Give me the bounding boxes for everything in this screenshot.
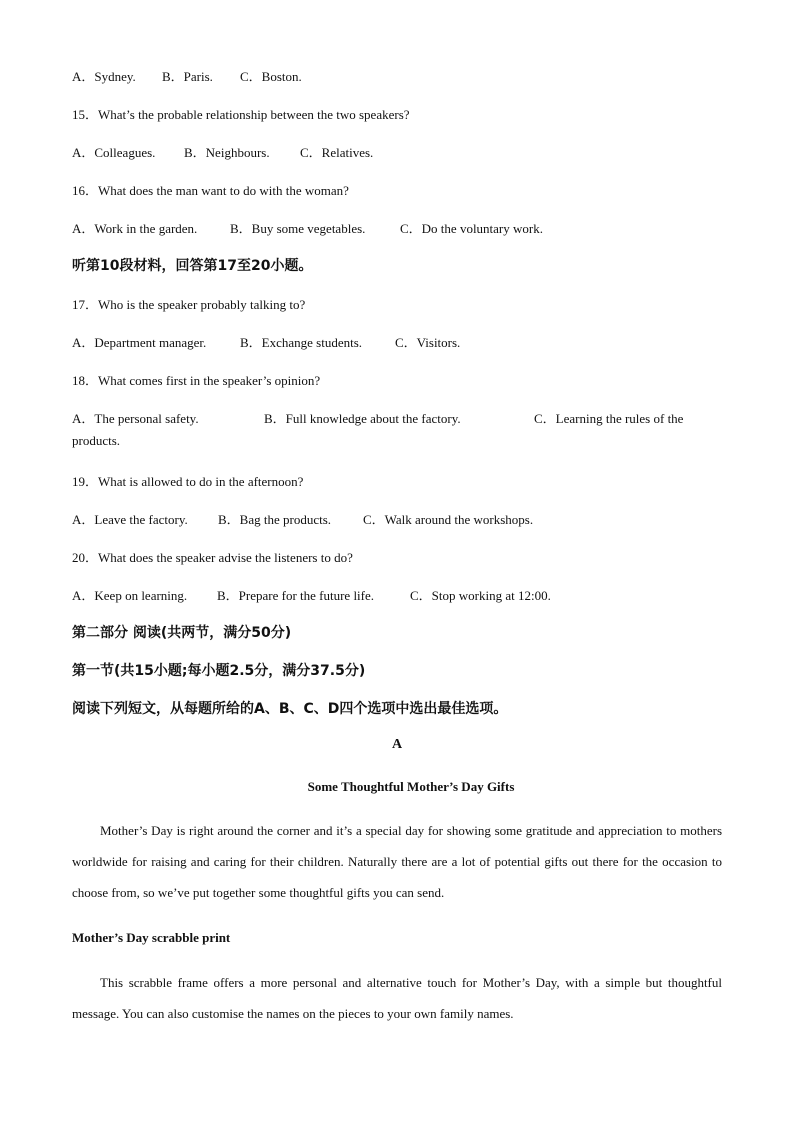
q17-option-a: A．Department manager. <box>72 335 207 350</box>
q18-options <box>72 408 683 427</box>
q15-option-c: C．Relatives. <box>300 145 374 160</box>
q18-question: 18．What comes first in the speaker’s opinion? <box>72 373 321 388</box>
q17-question: 17．Who is the speaker probably talking to? <box>72 297 306 312</box>
q14-options <box>72 66 302 85</box>
passage-title: Some Thoughtful Mother’s Day Gifts <box>307 779 515 794</box>
part2-section1: 第一节(共15小题;每小题2.5分，满分37.5分) <box>72 663 366 679</box>
passage-para-scrabble: This scrabble frame offers a more personal and alternative touch for Mother’s Day, with a simple but thoughtful message. You can also customise the names on the pieces to your own family names. <box>72 975 722 1021</box>
q16-options <box>72 218 543 237</box>
q19-options <box>72 509 533 528</box>
q18-option-b: B．Full knowledge about the factory. <box>264 411 461 426</box>
q17-option-c: C．Visitors. <box>395 335 461 350</box>
q18-option-c: C．Learning the rules of the <box>534 411 684 426</box>
passage-subhead-scrabble: Mother’s Day scrabble print <box>72 930 231 945</box>
q16-option-c: C．Do the voluntary work. <box>400 221 543 236</box>
section-note: 听第10段材料，回答第17至20小题。 <box>72 258 313 274</box>
passage-letter: A <box>391 737 403 752</box>
q14-option-b: B．Paris. <box>162 69 213 84</box>
q17-options <box>72 332 460 351</box>
q20-option-a: A．Keep on learning. <box>72 588 188 603</box>
q15-option-a: A．Colleagues. <box>72 145 156 160</box>
q18-option-a: A．The personal safety. <box>72 411 199 426</box>
q20-options <box>72 585 551 604</box>
q15-options <box>72 142 373 161</box>
q19-option-b: B．Bag the products. <box>218 512 332 527</box>
q19-option-c: C．Walk around the workshops. <box>363 512 534 527</box>
q15-option-b: B．Neighbours. <box>184 145 270 160</box>
q19-question: 19．What is allowed to do in the afternoon? <box>72 474 304 489</box>
q20-option-c: C．Stop working at 12:00. <box>410 588 551 603</box>
part2-instruction: 阅读下列短文，从每题所给的A、B、C、D四个选项中选出最佳选项。 <box>72 701 508 717</box>
q16-option-b: B．Buy some vegetables. <box>230 221 366 236</box>
part2-title: 第二部分 阅读(共两节，满分50分) <box>72 625 292 641</box>
q20-option-b: B．Prepare for the future life. <box>217 588 375 603</box>
passage-intro: Mother’s Day is right around the corner and it’s a special day for showing some gratitude and appreciation to mothers worldwide for raising and caring for their children. Naturally there are a lot of potential gifts out there for the occasion to choose from, so we’ve put together some thoughtful gifts you can send. <box>72 823 722 900</box>
q15-question: 15．What’s the probable relationship between the two speakers? <box>72 107 410 122</box>
q16-question: 16．What does the man want to do with the woman? <box>72 183 349 198</box>
q18-option-c-continued: products. <box>72 433 121 448</box>
q20-question: 20．What does the speaker advise the listeners to do? <box>72 550 353 565</box>
q16-option-a: A．Work in the garden. <box>72 221 198 236</box>
q19-option-a: A．Leave the factory. <box>72 512 188 527</box>
q14-option-a: A．Sydney. <box>72 69 136 84</box>
q14-option-c: C．Boston. <box>240 69 302 84</box>
q17-option-b: B．Exchange students. <box>240 335 363 350</box>
